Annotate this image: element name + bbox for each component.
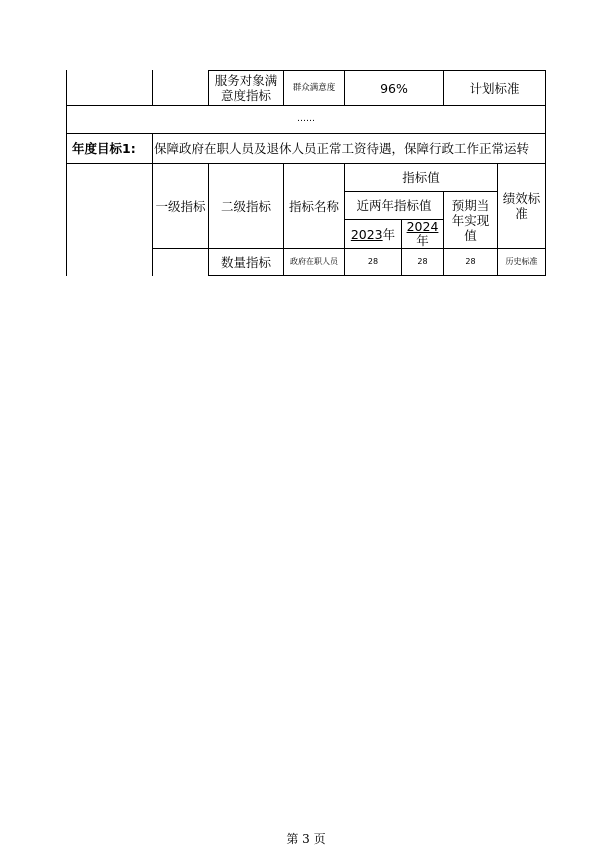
secondary-indicator-text: 服务对象满意度指标 xyxy=(214,73,278,103)
header-recent-two-years xyxy=(345,192,443,219)
table-border xyxy=(208,70,209,105)
header-value-group xyxy=(345,164,497,191)
header-expected xyxy=(444,192,497,248)
footer-prefix: 第 xyxy=(286,832,299,846)
value-2024-cell xyxy=(402,249,443,275)
secondary-indicator-cell xyxy=(212,72,280,104)
header-level2 xyxy=(209,164,283,248)
year-2024-suffix: 年 xyxy=(416,233,429,248)
header-level1-text: 一级指标 xyxy=(155,198,206,214)
footer-suffix: 页 xyxy=(313,832,326,846)
quantity-indicator-cell xyxy=(209,249,283,275)
header-expected-text: 预期当年实现值 xyxy=(451,197,490,243)
table-border xyxy=(545,70,546,276)
header-standard-text: 绩效标准 xyxy=(502,191,541,221)
staff-name-cell xyxy=(284,249,344,275)
header-level2-text: 二级指标 xyxy=(220,198,271,214)
indicator-name-text: 群众满意度 xyxy=(292,82,336,93)
header-standard xyxy=(498,164,545,248)
value-2024-text: 28 xyxy=(417,257,428,267)
header-level1 xyxy=(153,164,208,248)
history-standard-cell xyxy=(498,249,545,275)
page-number: 3 xyxy=(302,832,310,846)
table-border xyxy=(208,275,546,276)
table-border xyxy=(208,70,546,71)
header-name-text: 指标名称 xyxy=(288,198,339,214)
standard-cell xyxy=(444,72,545,104)
indicator-value-text: 96% xyxy=(380,80,408,96)
page-footer xyxy=(0,830,612,847)
table-border xyxy=(152,70,153,105)
header-name xyxy=(284,164,344,248)
indicator-value-cell xyxy=(345,72,443,104)
header-recent-two-years-text: 近两年指标值 xyxy=(356,198,432,213)
table-border xyxy=(66,70,67,105)
expected-value-cell xyxy=(444,249,497,275)
value-2023-cell xyxy=(345,249,401,275)
year-2024-text: 2024 xyxy=(406,219,439,235)
header-value-group-text: 指标值 xyxy=(402,170,440,185)
table-border xyxy=(152,133,153,163)
quantity-indicator-text: 数量指标 xyxy=(220,254,271,270)
annual-goal-label: 年度目标1: xyxy=(72,141,136,156)
history-standard-text: 历史标准 xyxy=(505,257,538,267)
annual-goal-label-cell xyxy=(72,134,152,163)
header-year-2023 xyxy=(345,220,401,248)
staff-name-text: 政府在职人员 xyxy=(290,257,338,267)
header-year-2024 xyxy=(402,220,443,248)
expected-value-text: 28 xyxy=(465,257,476,267)
annual-goal-text: 保障政府在职人员及退休人员正常工资待遇，保障行政工作正常运转 xyxy=(154,141,530,156)
annual-goal-text-cell xyxy=(154,134,544,163)
indicator-name-cell xyxy=(284,72,344,104)
ellipsis-text: …… xyxy=(297,114,315,125)
value-2023-text: 28 xyxy=(367,257,379,267)
standard-text: 计划标准 xyxy=(469,80,520,96)
ellipsis-row xyxy=(67,106,545,133)
year-2023-suffix: 年 xyxy=(382,226,396,242)
year-2023-text: 2023 xyxy=(350,226,383,242)
